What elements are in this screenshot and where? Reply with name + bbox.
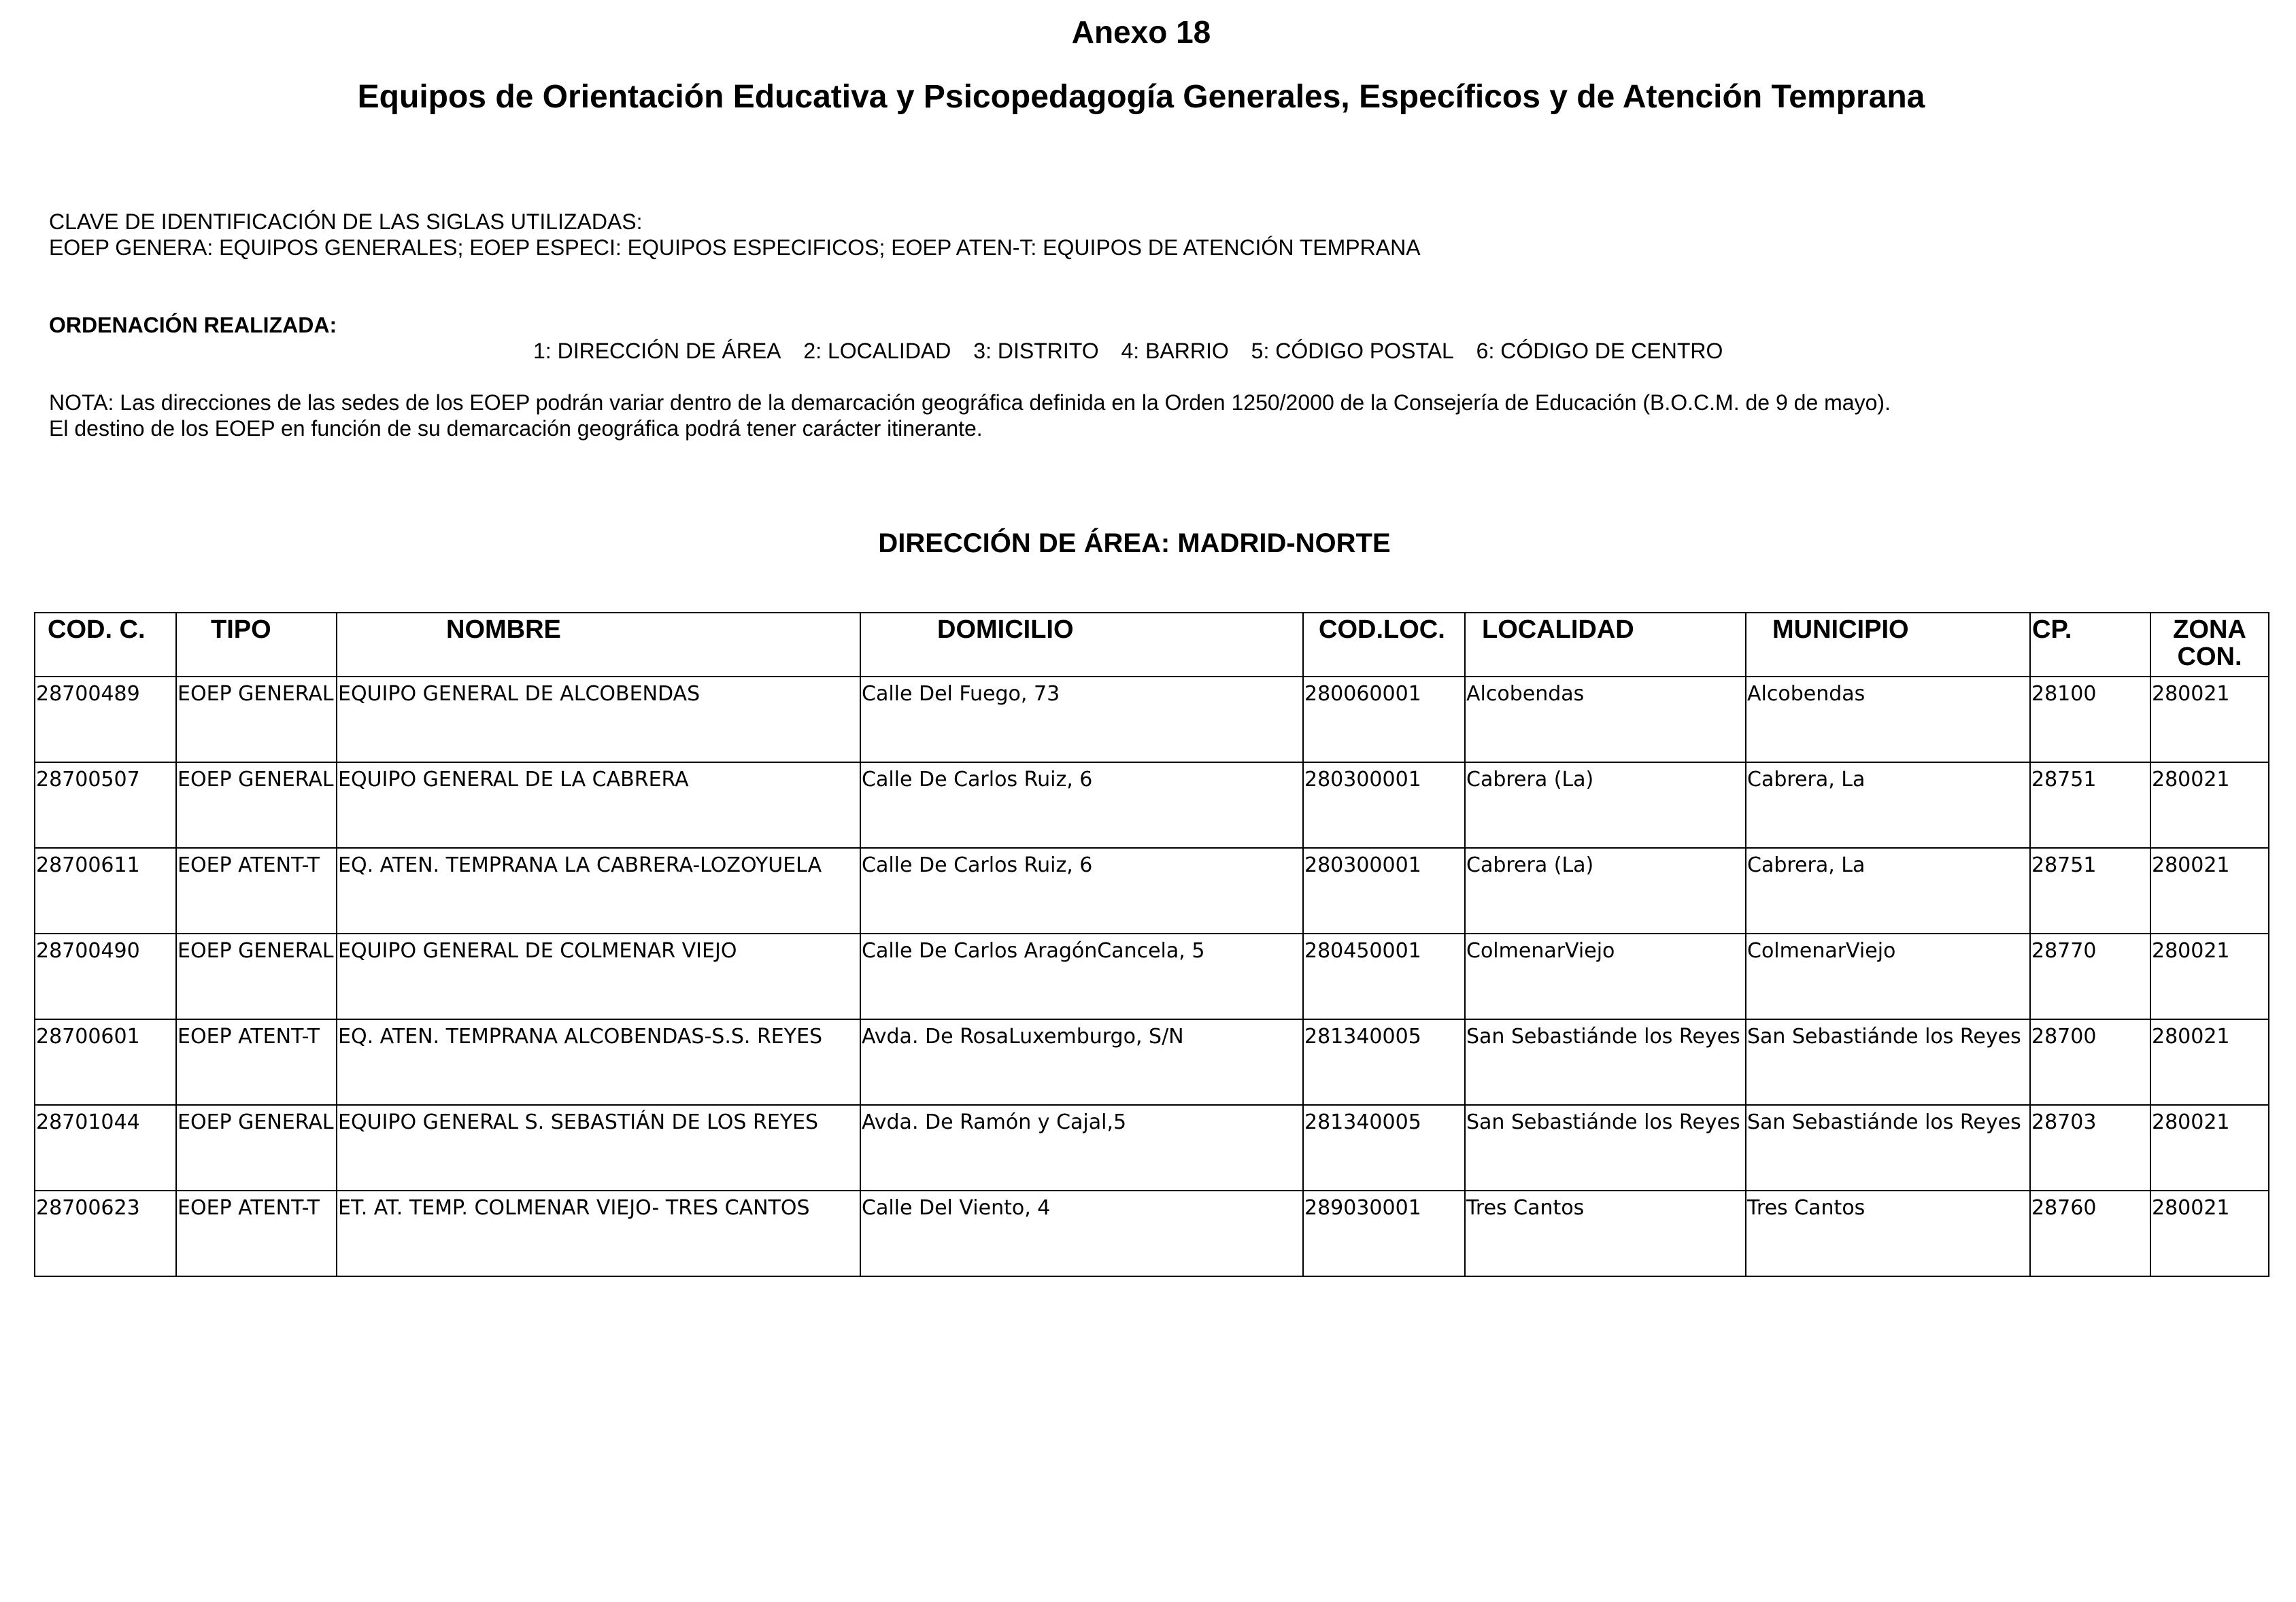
column-header-zona-con: ZONA CON. xyxy=(2150,613,2269,677)
cell-domicilio: Calle De Carlos Ruiz, 6 xyxy=(860,848,1303,934)
cell-localidad: Alcobendas xyxy=(1465,677,1746,762)
cell-cod-c: 28700623 xyxy=(35,1191,176,1276)
table-row xyxy=(35,1019,2269,1105)
cell-cod-loc: 280060001 xyxy=(1303,677,1465,762)
cell-cp: 28751 xyxy=(2030,762,2150,848)
cell-cp: 28703 xyxy=(2030,1105,2150,1191)
ordering-criterion: 3: DISTRITO xyxy=(973,339,1099,363)
cell-nombre: EQUIPO GENERAL DE COLMENAR VIEJO xyxy=(337,934,860,1019)
cell-municipio: Cabrera, La xyxy=(1746,848,2030,934)
cell-cod-loc: 280300001 xyxy=(1303,848,1465,934)
table-header-row xyxy=(35,613,2269,677)
cell-tipo: EOEP GENERAL xyxy=(176,677,337,762)
column-header-tipo: TIPO xyxy=(176,613,337,677)
cell-localidad: San Sebastiánde los Reyes xyxy=(1465,1105,1746,1191)
cell-cod-c: 28700611 xyxy=(35,848,176,934)
legend-heading: CLAVE DE IDENTIFICACIÓN DE LAS SIGLAS UTILIZADAS: xyxy=(49,209,643,234)
ordering-heading: ORDENACIÓN REALIZADA: xyxy=(49,313,337,337)
cell-zona-con: 280021 xyxy=(2150,934,2269,1019)
cell-zona-con: 280021 xyxy=(2150,848,2269,934)
column-header-cod-loc: COD.LOC. xyxy=(1303,613,1465,677)
cell-tipo: EOEP ATENT-T xyxy=(176,848,337,934)
cell-cod-loc: 281340005 xyxy=(1303,1019,1465,1105)
ordering-criterion: 4: BARRIO xyxy=(1121,339,1229,363)
column-header-nombre: NOMBRE xyxy=(337,613,860,677)
annex-title: Anexo 18 xyxy=(1071,14,1211,50)
cell-tipo: EOEP GENERAL xyxy=(176,762,337,848)
cell-tipo: EOEP ATENT-T xyxy=(176,1019,337,1105)
cell-domicilio: Calle Del Fuego, 73 xyxy=(860,677,1303,762)
cell-cod-c: 28700489 xyxy=(35,677,176,762)
cell-municipio: San Sebastiánde los Reyes xyxy=(1746,1105,2030,1191)
cell-municipio: Tres Cantos xyxy=(1746,1191,2030,1276)
area-heading: DIRECCIÓN DE ÁREA: MADRID-NORTE xyxy=(878,528,1391,558)
column-header-cp: CP. xyxy=(2030,613,2150,677)
cell-localidad: San Sebastiánde los Reyes xyxy=(1465,1019,1746,1105)
cell-localidad: Tres Cantos xyxy=(1465,1191,1746,1276)
column-header-localidad: LOCALIDAD xyxy=(1465,613,1746,677)
cell-zona-con: 280021 xyxy=(2150,1105,2269,1191)
cell-cp: 28760 xyxy=(2030,1191,2150,1276)
note-line: El destino de los EOEP en función de su demarcación geográfica podrá tener carácter itinerante. xyxy=(49,416,983,441)
cell-domicilio: Calle Del Viento, 4 xyxy=(860,1191,1303,1276)
cell-zona-con: 280021 xyxy=(2150,1019,2269,1105)
cell-municipio: ColmenarViejo xyxy=(1746,934,2030,1019)
cell-nombre: ET. AT. TEMP. COLMENAR VIEJO- TRES CANTOS xyxy=(337,1191,860,1276)
cell-tipo: EOEP GENERAL xyxy=(176,934,337,1019)
cell-domicilio: Avda. De Ramón y Cajal,5 xyxy=(860,1105,1303,1191)
table-row xyxy=(35,677,2269,762)
cell-cp: 28770 xyxy=(2030,934,2150,1019)
cell-nombre: EQUIPO GENERAL S. SEBASTIÁN DE LOS REYES xyxy=(337,1105,860,1191)
cell-cp: 28700 xyxy=(2030,1019,2150,1105)
table-row xyxy=(35,1105,2269,1191)
teams-table xyxy=(34,612,2269,1277)
cell-nombre: EQ. ATEN. TEMPRANA ALCOBENDAS-S.S. REYES xyxy=(337,1019,860,1105)
column-header-municipio: MUNICIPIO xyxy=(1746,613,2030,677)
table-row xyxy=(35,762,2269,848)
table-row xyxy=(35,1191,2269,1276)
cell-cod-c: 28700490 xyxy=(35,934,176,1019)
cell-cod-loc: 289030001 xyxy=(1303,1191,1465,1276)
cell-localidad: Cabrera (La) xyxy=(1465,762,1746,848)
ordering-criterion: 6: CÓDIGO DE CENTRO xyxy=(1476,339,1723,363)
cell-cod-c: 28700507 xyxy=(35,762,176,848)
ordering-criteria xyxy=(533,337,1739,364)
legend-text: EOEP GENERA: EQUIPOS GENERALES; EOEP ESPECI: EQUIPOS ESPECIFICOS; EOEP ATEN-T: EQUIPOS DE ATENCIÓN TEMPRANA xyxy=(49,235,1421,260)
table-row xyxy=(35,848,2269,934)
cell-tipo: EOEP ATENT-T xyxy=(176,1191,337,1276)
table-row xyxy=(35,934,2269,1019)
cell-cod-loc: 280300001 xyxy=(1303,762,1465,848)
ordering-criterion: 1: DIRECCIÓN DE ÁREA xyxy=(533,339,781,363)
cell-cp: 28751 xyxy=(2030,848,2150,934)
cell-domicilio: Calle De Carlos Ruiz, 6 xyxy=(860,762,1303,848)
cell-municipio: San Sebastiánde los Reyes xyxy=(1746,1019,2030,1105)
cell-cod-c: 28700601 xyxy=(35,1019,176,1105)
ordering-criterion: 5: CÓDIGO POSTAL xyxy=(1251,339,1454,363)
cell-tipo: EOEP GENERAL xyxy=(176,1105,337,1191)
ordering-criterion: 2: LOCALIDAD xyxy=(803,339,951,363)
cell-nombre: EQUIPO GENERAL DE ALCOBENDAS xyxy=(337,677,860,762)
column-header-domicilio: DOMICILIO xyxy=(860,613,1303,677)
cell-zona-con: 280021 xyxy=(2150,1191,2269,1276)
cell-zona-con: 280021 xyxy=(2150,762,2269,848)
cell-localidad: Cabrera (La) xyxy=(1465,848,1746,934)
cell-zona-con: 280021 xyxy=(2150,677,2269,762)
document-subtitle: Equipos de Orientación Educativa y Psicopedagogía Generales, Específicos y de Atención Temprana xyxy=(357,79,1925,115)
cell-nombre: EQ. ATEN. TEMPRANA LA CABRERA-LOZOYUELA xyxy=(337,848,860,934)
note-line: NOTA: Las direcciones de las sedes de los EOEP podrán variar dentro de la demarcación geográfica definida en la Orden 1250/2000 de la Consejería de Educación (B.O.C.M. de 9 de mayo). xyxy=(49,390,1891,415)
column-header-cod-c: COD. C. xyxy=(35,613,176,677)
cell-municipio: Cabrera, La xyxy=(1746,762,2030,848)
cell-domicilio: Calle De Carlos AragónCancela, 5 xyxy=(860,934,1303,1019)
cell-localidad: ColmenarViejo xyxy=(1465,934,1746,1019)
cell-municipio: Alcobendas xyxy=(1746,677,2030,762)
cell-domicilio: Avda. De RosaLuxemburgo, S/N xyxy=(860,1019,1303,1105)
cell-cod-loc: 280450001 xyxy=(1303,934,1465,1019)
cell-cod-loc: 281340005 xyxy=(1303,1105,1465,1191)
cell-cod-c: 28701044 xyxy=(35,1105,176,1191)
cell-cp: 28100 xyxy=(2030,677,2150,762)
cell-nombre: EQUIPO GENERAL DE LA CABRERA xyxy=(337,762,860,848)
